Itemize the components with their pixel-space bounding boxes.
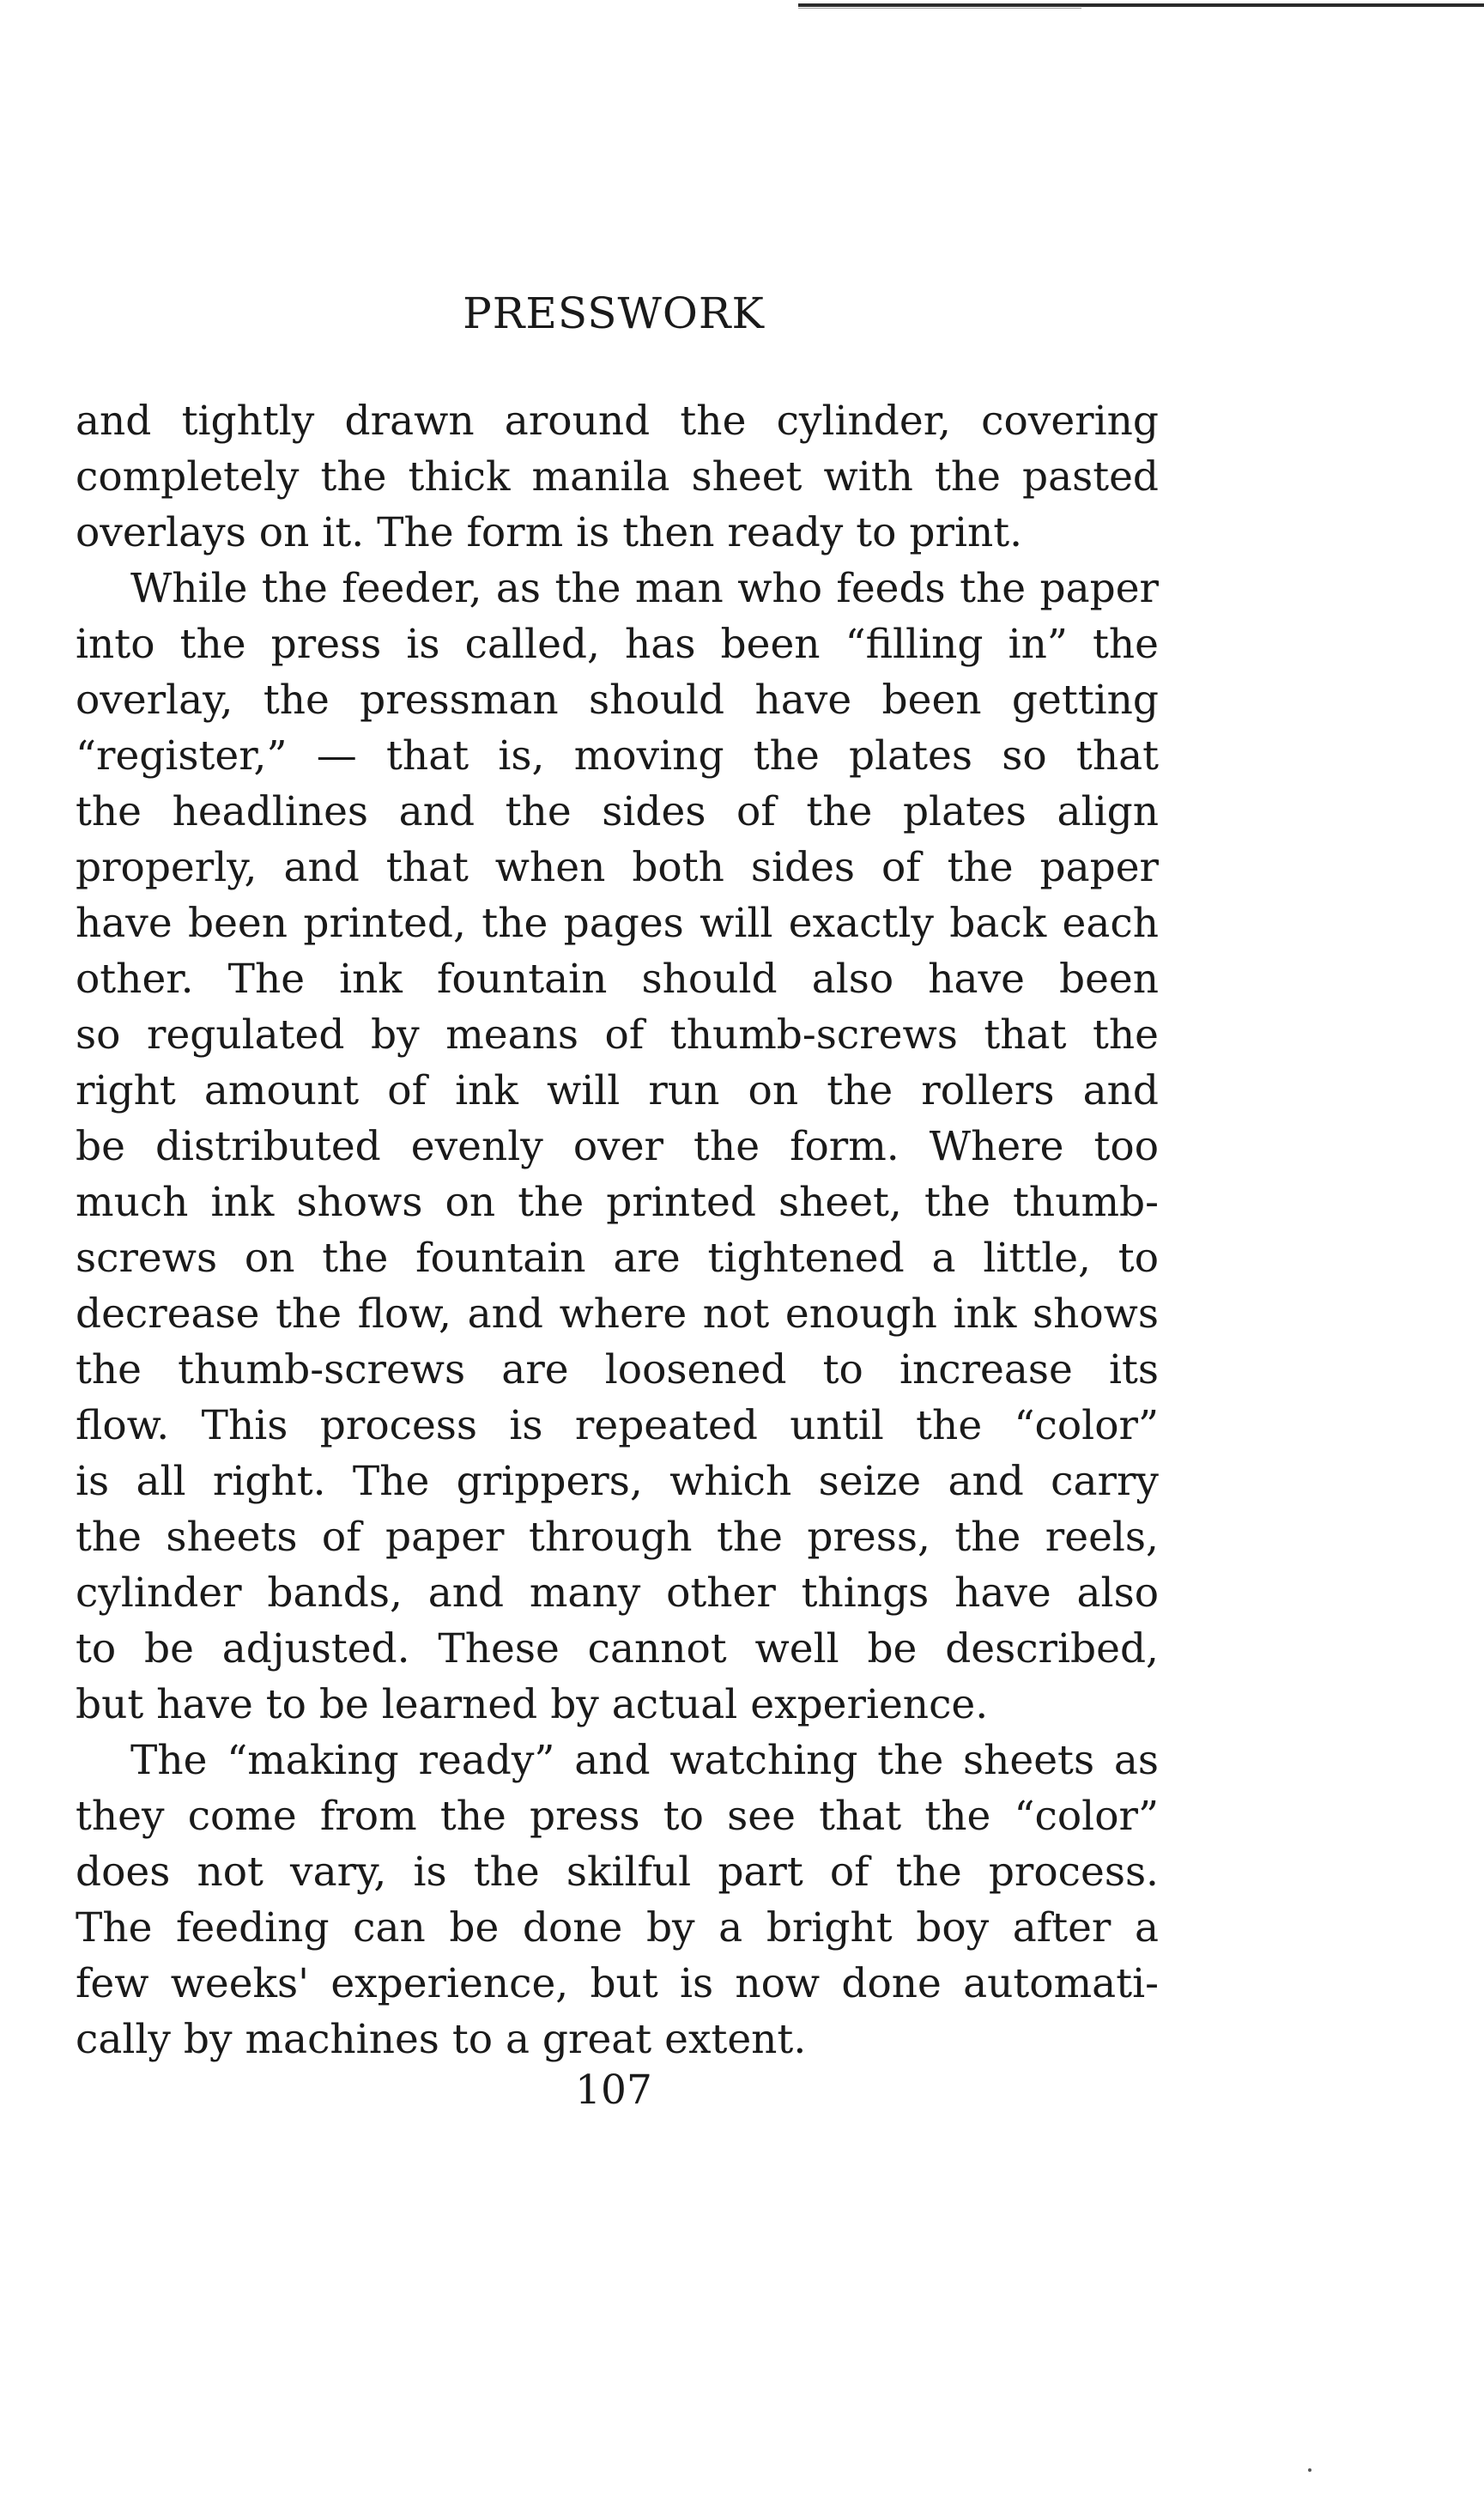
text-line: overlays on it. The form is then ready to print. bbox=[76, 509, 1023, 556]
text-line: be distributed evenly over the form. Where too bbox=[76, 1123, 1159, 1170]
text-line: overlay, the pressman should have been getting bbox=[76, 677, 1159, 724]
text-line: cylinder bands, and many other things have also bbox=[76, 1569, 1159, 1617]
text-line: they come from the press to see that the “color” bbox=[76, 1793, 1159, 1840]
text-line: decrease the flow, and where not enough ink shows bbox=[76, 1290, 1159, 1338]
body-text bbox=[76, 393, 1159, 2067]
text-line: the sheets of paper through the press, the reels, bbox=[76, 1514, 1159, 1561]
text-line: the thumb-screws are loosened to increase its bbox=[76, 1346, 1159, 1393]
text-line: few weeks' experience, but is now done automati- bbox=[76, 1960, 1159, 2007]
text-line: the headlines and the sides of the plates align bbox=[76, 788, 1159, 835]
text-line: completely the thick manila sheet with the pasted bbox=[76, 453, 1159, 501]
text-line: While the feeder, as the man who feeds the paper bbox=[130, 565, 1159, 612]
paper-speck bbox=[1308, 2468, 1311, 2472]
text-line: other. The ink fountain should also have been bbox=[76, 956, 1159, 1003]
page-number: 107 bbox=[575, 2067, 652, 2114]
text-line: properly, and that when both sides of the paper bbox=[76, 844, 1159, 891]
running-head: PRESSWORK bbox=[463, 288, 765, 338]
text-line: flow. This process is repeated until the “color” bbox=[76, 1402, 1159, 1449]
text-line: is all right. The grippers, which seize and carry bbox=[76, 1458, 1159, 1505]
text-line: The feeding can be done by a bright boy after a bbox=[76, 1904, 1159, 1952]
text-line: does not vary, is the skilful part of the process. bbox=[76, 1848, 1159, 1896]
text-line: into the press is called, has been “filling in” the bbox=[76, 621, 1159, 668]
text-line: so regulated by means of thumb-screws that the bbox=[76, 1011, 1159, 1059]
text-line: much ink shows on the printed sheet, the thumb- bbox=[76, 1179, 1159, 1226]
text-line: screws on the fountain are tightened a little, to bbox=[76, 1235, 1159, 1282]
top-edge-rule bbox=[798, 3, 1484, 7]
top-edge-rule-thin bbox=[798, 8, 1081, 9]
text-line: but have to be learned by actual experience. bbox=[76, 1681, 989, 1728]
text-line: to be adjusted. These cannot well be described, bbox=[76, 1625, 1159, 1672]
text-line: have been printed, the pages will exactly back each bbox=[76, 900, 1159, 947]
text-line: cally by machines to a great extent. bbox=[76, 2016, 807, 2063]
text-line: “register,” — that is, moving the plates so that bbox=[76, 732, 1159, 780]
text-line: right amount of ink will run on the rollers and bbox=[76, 1067, 1159, 1114]
text-line: and tightly drawn around the cylinder, covering bbox=[76, 398, 1159, 445]
text-line: The “making ready” and watching the sheets as bbox=[130, 1737, 1159, 1784]
